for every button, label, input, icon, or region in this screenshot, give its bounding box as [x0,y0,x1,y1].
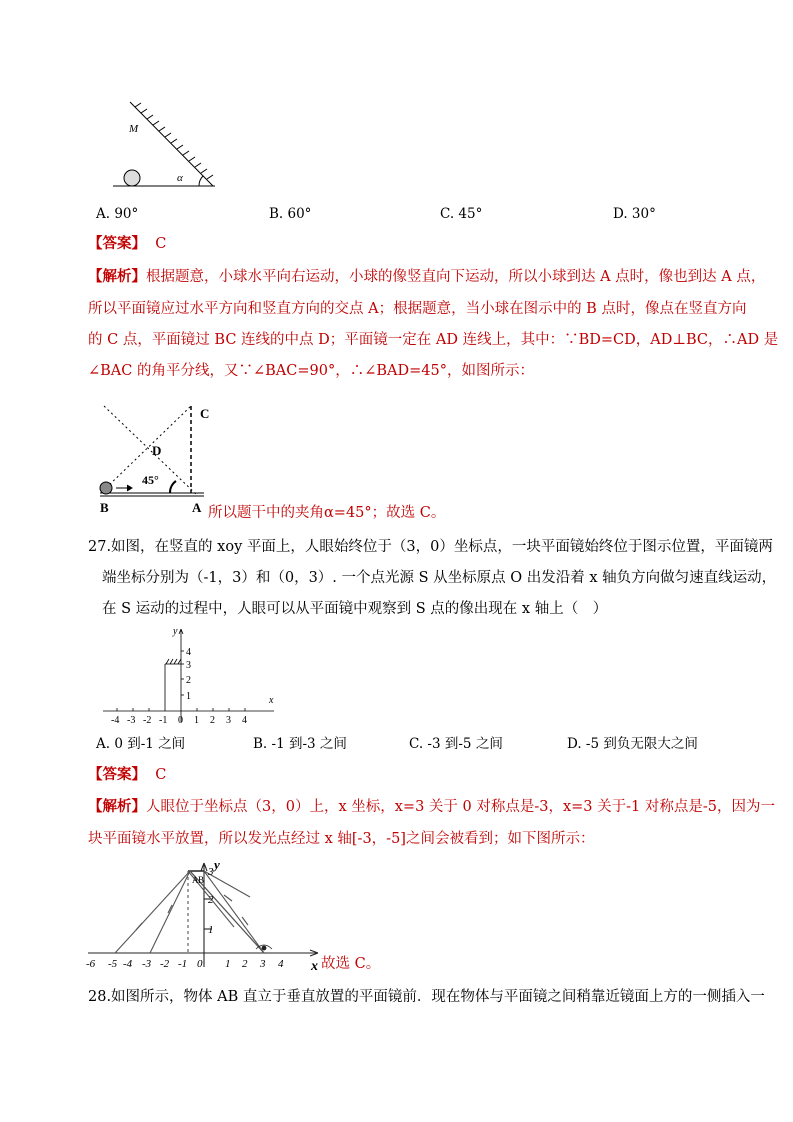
q27-x-tick: 1 [194,715,199,726]
q27-solution-y-label: y [214,857,220,872]
q27-y-label: y [173,626,178,637]
q27-solution-y-tick-3: 3 [208,866,214,878]
q26-figure [105,98,225,190]
q26-conclusion: 所以题干中的夹角α=45°；故选 C。 [208,505,446,521]
q27-solution-y-tick-1: 1 [208,924,214,936]
q26-solution-label-a: A [192,500,202,515]
q27-solution-x-tick: 4 [278,958,284,970]
q26-mirror-label: M [129,123,139,135]
q28-stem-line-1: 28.如图所示，物体 AB 直立于垂直放置的平面镜前．现在物体与平面镜之间稍靠近镜面上方的一侧插入一 [88,989,765,1005]
q27-solution-x-tick: -5 [108,958,118,970]
q27-option-d: D. -5 到负无限大之间 [567,736,698,752]
q27-x-tick: 3 [226,715,231,726]
q26-solution-figure [92,400,222,516]
q26-analysis-line-1 [88,267,765,287]
q27-x-tick: -1 [159,715,168,726]
q27-solution-figure [84,857,346,975]
q27-stem-line-1: 27.如图，在竖直的 xoy 平面上，人眼始终位于（3，0）坐标点，一块平面镜始终位于图示位置，平面镜两 [88,539,773,555]
q27-analysis-tag: 【解析】 [88,798,146,815]
q27-solution-x-tick: 1 [225,958,231,970]
q27-solution-x-tick: 2 [242,958,248,970]
q27-solution-mirror-b: B [198,875,205,885]
q27-answer-tag: 【答案】 [88,766,146,783]
q27-answer-value: C [155,767,167,783]
q27-conclusion: 故选 C。 [321,956,381,972]
q27-solution-mirror-a: A [192,875,199,885]
q27-x-label: x [269,695,274,706]
q26-solution-angle: 45° [142,473,159,487]
q27-option-a: A. 0 到-1 之间 [96,736,186,752]
q27-x-tick: 0 [178,715,183,726]
q27-solution-y-tick-2: 2 [208,894,214,906]
q26-solution-label-c: C [200,406,210,421]
q26-analysis-line-2: 所以平面镜应过水平方向和竖直方向的交点 A；根据题意，当小球在图示中的 B 点时，像点在竖直方向 [88,301,747,317]
q27-solution-x-tick: 0 [197,958,203,970]
q26-solution-label-d: D [152,443,162,458]
q27-answer-line [88,765,166,785]
q27-solution-x-tick: -2 [160,958,170,970]
q27-figure [98,624,284,730]
q26-analysis-tag: 【解析】 [88,268,146,285]
q26-angle-label: α [177,172,183,184]
q27-analysis-text-1: 人眼位于坐标点（3，0）上，x 坐标，x=3 关于 0 对称点是-3，x=3 关于-1 对称点是-5，因为一 [146,799,775,815]
q26-solution-label-b: B [100,500,109,515]
q27-solution-x-tick: -6 [86,958,96,970]
q26-option-b: B. 60° [269,206,312,222]
q27-x-tick: 4 [242,715,247,726]
q27-stem-line-2: 端坐标分别为（-1，3）和（0，3）. 一个点光源 S 从坐标原点 O 出发沿着 x 轴负方向做匀速直线运动， [102,570,777,586]
q26-answer-tag: 【答案】 [88,235,146,252]
q27-x-tick: -3 [127,715,136,726]
q26-analysis-line-4: ∠BAC 的角平分线，又∵∠BAC=90°，∴∠BAD=45°，如图所示： [88,363,534,379]
q27-y-tick-3: 3 [186,660,191,671]
q26-analysis-text-1: 根据题意，小球水平向右运动，小球的像竖直向下运动，所以小球到达 A 点时，像也到达 A 点， [146,269,766,285]
q26-option-d: D. 30° [613,206,656,222]
q26-option-c: C. 45° [440,206,483,222]
q27-x-tick: -4 [111,715,120,726]
q27-solution-x-tick: -4 [123,958,133,970]
q26-option-a: A. 90° [96,206,139,222]
q26-analysis-line-3: 的 C 点，平面镜过 BC 连线的中点 D；平面镜一定在 AD 连线上，其中：∵BD=CD，AD⊥BC，∴AD 是 [88,332,779,348]
q27-y-tick-4: 4 [186,647,191,658]
q27-y-tick-1: 1 [186,691,191,702]
q27-y-tick-2: 2 [186,675,191,686]
q27-solution-x-tick: -1 [178,958,188,970]
q27-solution-x-tick: -3 [142,958,152,970]
q27-analysis-line-2: 块平面镜水平放置，所以发光点经过 x 轴[-3，-5]之间会被看到；如下图所示： [88,831,595,847]
q27-option-c: C. -3 到-5 之间 [409,736,503,752]
q27-solution-x-tick: 3 [260,958,266,970]
q27-analysis-line-1 [88,797,775,817]
q27-solution-x-label: x [311,959,318,974]
q26-answer-line [88,234,166,254]
q27-option-b: B. -1 到-3 之间 [253,736,347,752]
q27-stem-line-3: 在 S 运动的过程中，人眼可以从平面镜中观察到 S 点的像出现在 x 轴上（ ） [102,601,608,617]
q27-x-tick: 2 [210,715,215,726]
q26-answer-value: C [155,236,167,252]
q27-x-tick: -2 [143,715,152,726]
